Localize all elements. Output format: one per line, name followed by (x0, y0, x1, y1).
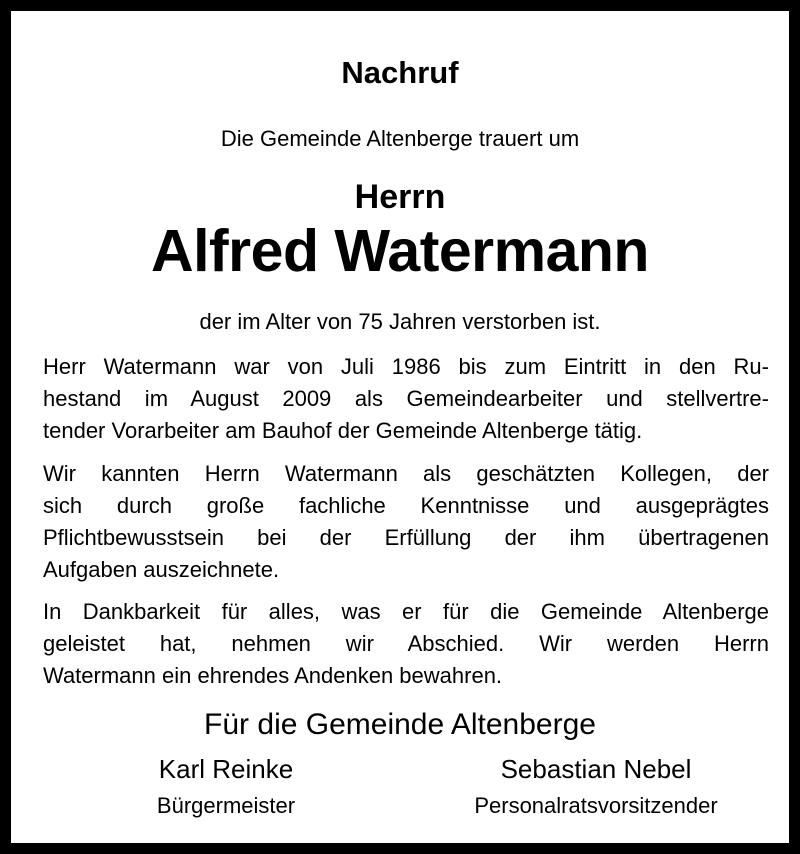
text-line: geleistet hat, nehmen wir Abschied. Wir werden Herrn (43, 631, 769, 656)
signer-mayor (106, 754, 346, 819)
text-line: tender Vorarbeiter am Bauhof der Gemeinde Altenberge tätig. (43, 418, 643, 443)
paragraph-farewell (43, 596, 769, 692)
signer-name: Sebastian Nebel (500, 754, 692, 784)
text-line: Watermann ein ehrendes Andenken bewahren. (43, 663, 503, 688)
text-line: Herr Watermann war von Juli 1986 bis zum Eintritt in den Ru- (43, 354, 769, 379)
text-line: sich durch große fachliche Kenntnisse und ausgeprägtes (43, 493, 769, 518)
age-line: der im Alter von 75 Jahren verstorben ist. (199, 309, 601, 334)
intro-line: Die Gemeinde Altenberge trauert um (220, 126, 580, 151)
salutation: Herrn (354, 178, 446, 216)
deceased-name: Alfred Watermann (151, 218, 649, 284)
signer-staff-council (426, 754, 766, 819)
text-line: Wir kannten Herrn Watermann als geschätzten Kollegen, der (43, 461, 769, 486)
signer-role: Bürgermeister (156, 793, 296, 818)
paragraph-appreciation (43, 458, 769, 586)
notice-title: Nachruf (341, 55, 459, 90)
signer-name: Karl Reinke (158, 754, 294, 784)
text-line: hestand im August 2009 als Gemeindearbeiter und stellvertre- (43, 386, 769, 411)
paragraph-career (43, 351, 769, 447)
signer-role: Personalratsvorsitzender (474, 793, 718, 818)
text-line: Aufgaben auszeichnete. (43, 557, 280, 582)
text-line: In Dankbarkeit für alles, was er für die Gemeinde Altenberge (43, 599, 769, 624)
signature-organization: Für die Gemeinde Altenberge (204, 708, 596, 741)
text-line: Pflichtbewusstsein bei der Erfüllung der ihm übertragenen (43, 525, 769, 550)
